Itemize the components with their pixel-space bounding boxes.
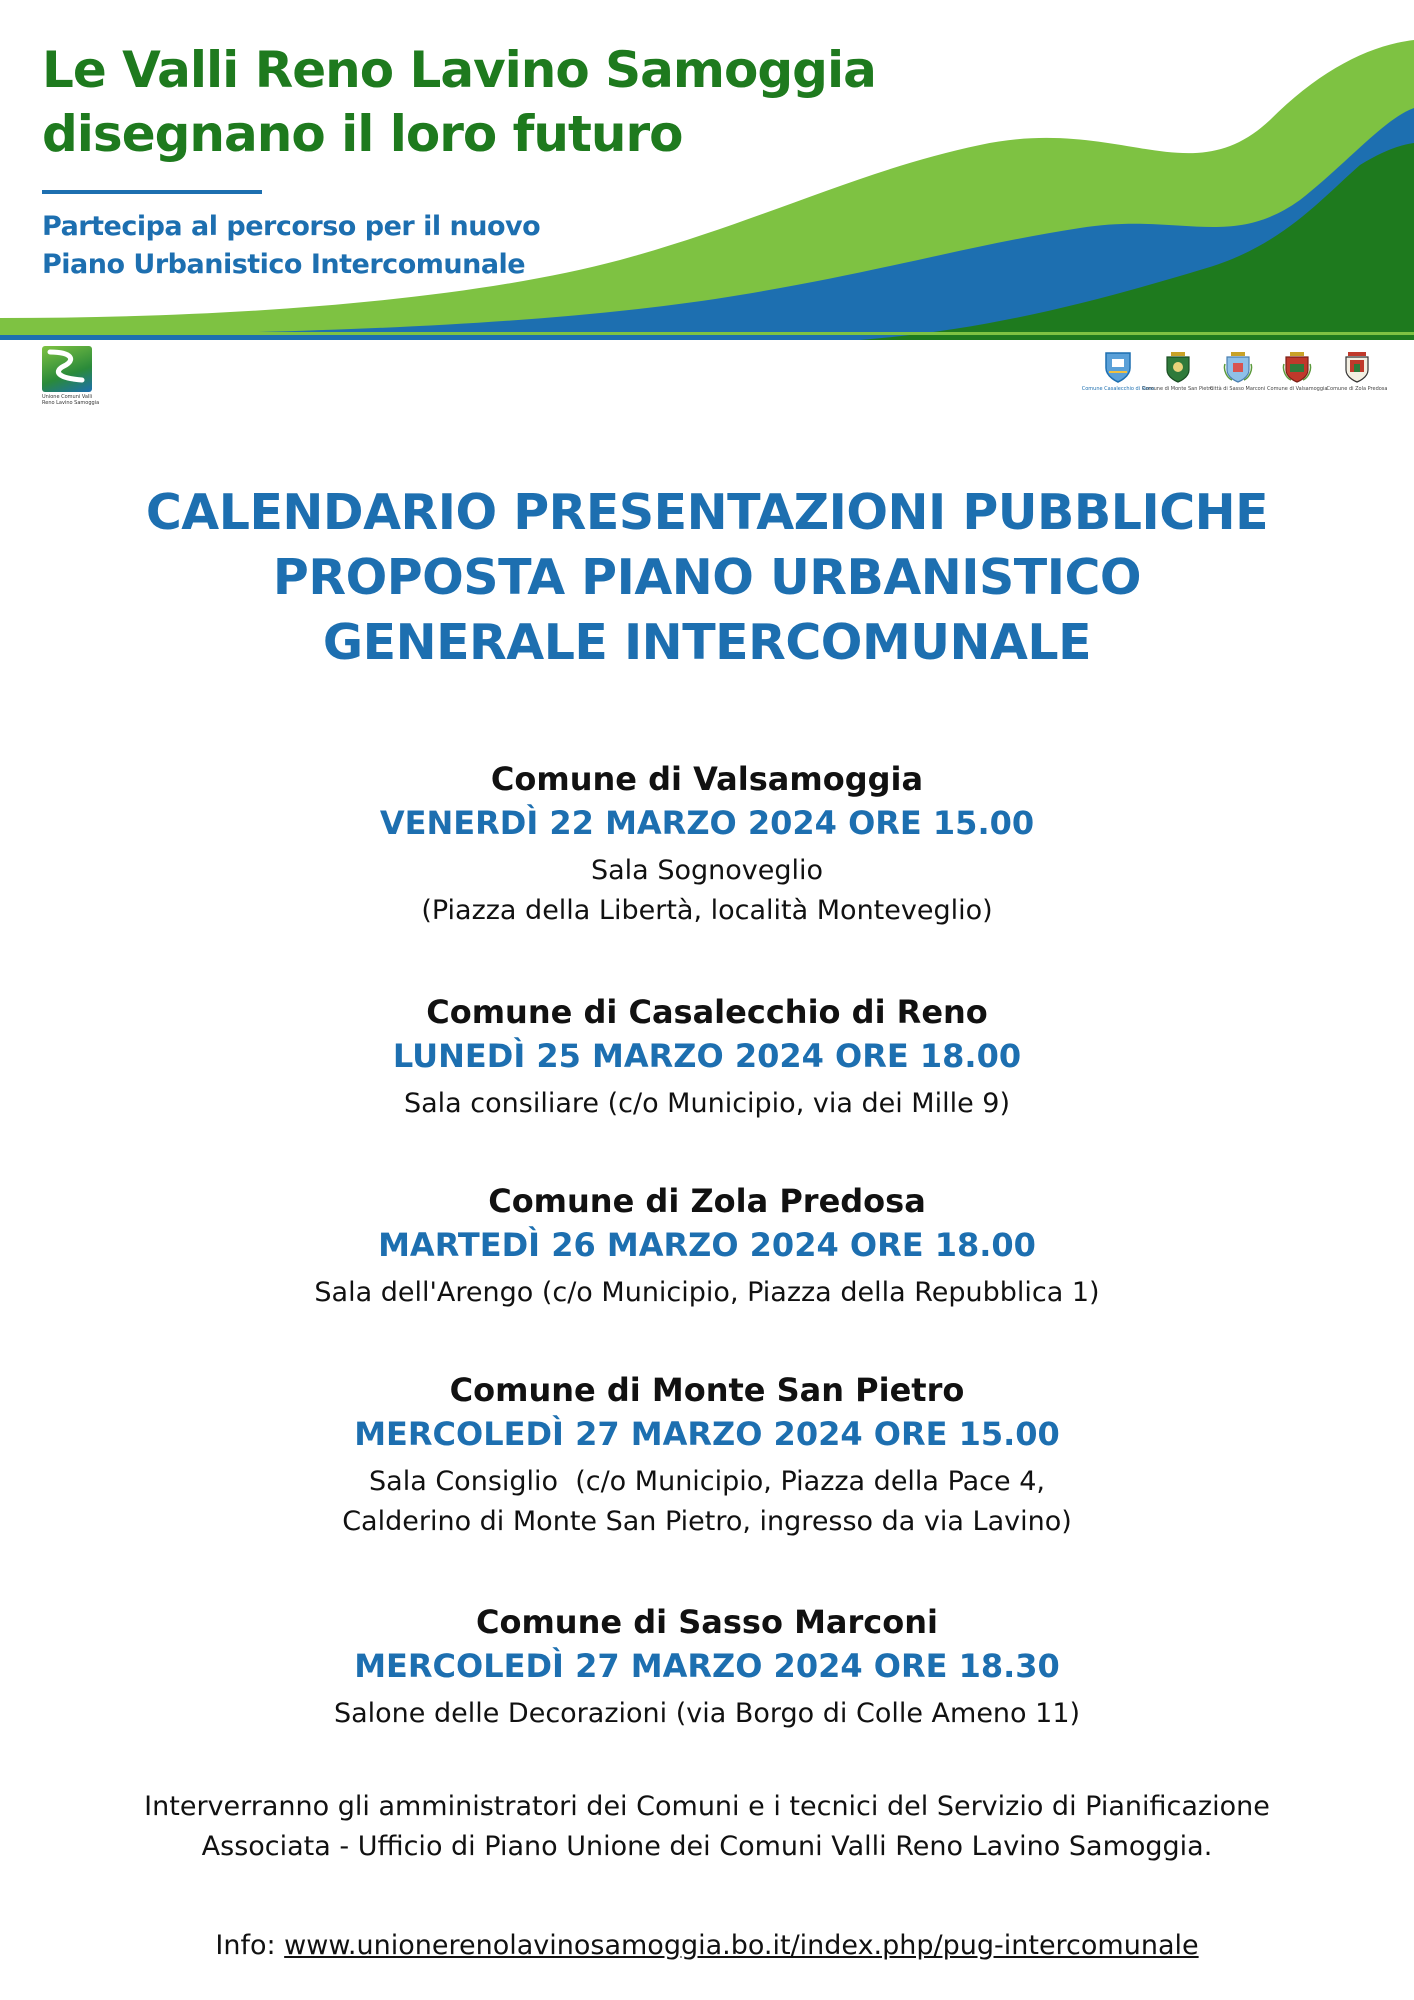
crest-valsamoggia-icon: [1282, 350, 1312, 384]
header-banner: [0, 0, 1414, 340]
main-title-line2: disegnano il loro futuro: [42, 105, 683, 163]
event-valsamoggia: [0, 757, 1414, 931]
event-zola-predosa: [0, 1179, 1414, 1313]
crest-valsamoggia: [1267, 350, 1328, 404]
event-place: [0, 1694, 1414, 1734]
event-place: [0, 1084, 1414, 1124]
calendar-title: [0, 480, 1414, 675]
union-logo-caption-line2: Reno Lavino Samoggia: [42, 400, 100, 406]
event-date: MARTEDÌ 26 MARZO 2024 ORE 18.00: [378, 1226, 1036, 1264]
crest-casalecchio: [1081, 350, 1155, 404]
event-date: LUNEDÌ 25 MARZO 2024 ORE 18.00: [392, 1037, 1022, 1075]
calendar-title-line1: CALENDARIO PRESENTAZIONI PUBBLICHE: [145, 484, 1269, 541]
main-title-line1: Le Valli Reno Lavino Samoggia: [42, 41, 876, 99]
crest-sasso-marconi-icon: [1223, 350, 1253, 384]
info-label: Info:: [215, 1930, 285, 1961]
event-comune: Comune di Monte San Pietro: [449, 1371, 965, 1409]
event-place: [0, 851, 1414, 931]
event-date: MERCOLEDÌ 27 MARZO 2024 ORE 15.00: [354, 1415, 1060, 1453]
subtitle-line1: Partecipa al percorso per il nuovo: [42, 211, 541, 242]
main-title: [42, 38, 1002, 166]
union-logo: [42, 346, 100, 406]
event-place: [0, 1462, 1414, 1542]
event-casalecchio: [0, 990, 1414, 1124]
event-place-line1: Sala dell'Arengo (c/o Municipio, Piazza della Repubblica 1): [314, 1277, 1100, 1308]
event-place-line2: Calderino di Monte San Pietro, ingresso da via Lavino): [342, 1506, 1072, 1537]
union-logo-river: [42, 346, 92, 392]
event-comune: Comune di Sasso Marconi: [475, 1603, 938, 1641]
event-date: VENERDÌ 22 MARZO 2024 ORE 15.00: [379, 804, 1035, 842]
event-place-line1: Sala Sognoveglio: [591, 855, 823, 886]
calendar-title-line3: GENERALE INTERCOMUNALE: [322, 614, 1092, 671]
crest-valsamoggia-caption: Comune di Valsamoggia: [1267, 386, 1328, 392]
crest-zola-predosa: [1326, 350, 1388, 404]
crest-casalecchio-icon: [1103, 350, 1133, 384]
crest-zola-predosa-icon: [1342, 350, 1372, 384]
crest-sasso-marconi: [1209, 350, 1266, 404]
crest-zola-predosa-caption: Comune di Zola Predosa: [1326, 386, 1388, 392]
subtitle: [42, 208, 682, 284]
event-monte-san-pietro: [0, 1368, 1414, 1542]
municipal-crests: [1081, 350, 1388, 404]
crest-monte-san-pietro-icon: [1163, 350, 1193, 384]
info-line: [0, 1926, 1414, 1966]
crest-sasso-marconi-caption: Città di Sasso Marconi: [1209, 386, 1266, 392]
event-sasso-marconi: [0, 1600, 1414, 1734]
event-place-line1: Sala consiliare (c/o Municipio, via dei Mille 9): [403, 1088, 1011, 1119]
union-logo-caption: [42, 394, 100, 406]
event-place: [0, 1273, 1414, 1313]
event-place-line1: Salone delle Decorazioni (via Borgo di Colle Ameno 11): [333, 1698, 1081, 1729]
crest-casalecchio-caption: Comune Casalecchio di Reno: [1081, 386, 1155, 392]
title-divider: [42, 190, 262, 194]
event-place-line1: Sala Consiglio (c/o Municipio, Piazza della Pace 4,: [369, 1466, 1045, 1497]
crest-monte-san-pietro: [1142, 350, 1214, 404]
wave-bottom-line: [0, 332, 1414, 335]
event-date: MERCOLEDÌ 27 MARZO 2024 ORE 18.30: [354, 1647, 1060, 1685]
speakers-note-line2: Associata - Ufficio di Piano Unione dei Comuni Valli Reno Lavino Samoggia.: [201, 1831, 1213, 1862]
info-link[interactable]: www.unionerenolavinosamoggia.bo.it/index.php/pug-intercomunale: [284, 1930, 1199, 1961]
subtitle-line2: Piano Urbanistico Intercomunale: [42, 249, 526, 280]
calendar-title-line2: PROPOSTA PIANO URBANISTICO: [272, 549, 1142, 606]
event-comune: Comune di Zola Predosa: [488, 1182, 926, 1220]
event-place-line2: (Piazza della Libertà, località Monteveglio): [421, 895, 993, 926]
crest-monte-san-pietro-caption: Comune di Monte San Pietro: [1142, 386, 1214, 392]
speakers-note: [0, 1787, 1414, 1867]
union-logo-icon: [42, 346, 92, 392]
event-comune: Comune di Valsamoggia: [490, 760, 924, 798]
event-comune: Comune di Casalecchio di Reno: [426, 993, 988, 1031]
union-logo-caption-line1: Unione Comuni Valli: [42, 394, 93, 400]
speakers-note-line1: Interverranno gli amministratori dei Comuni e i tecnici del Servizio di Pianificazione: [144, 1791, 1270, 1822]
